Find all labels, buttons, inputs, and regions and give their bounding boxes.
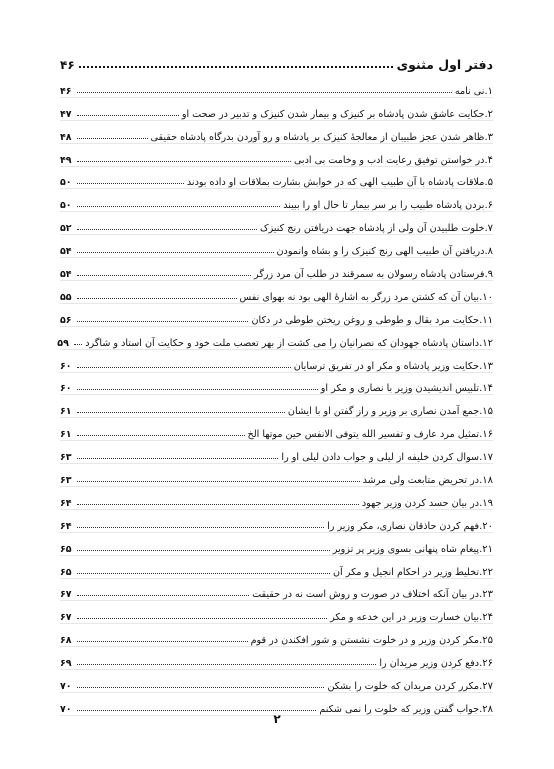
toc-entry-number: ۴. [484,154,493,166]
toc-entry-title: فرستادن پادشاه رسولان به سمرقند در طلب آن مرد زرگر [254,269,485,281]
toc-entry-title: مکرر کردن مریدان که خلوت را بشکن [327,681,480,693]
toc-entry-number: ۱۴. [479,383,493,395]
toc-entry-number: ۱۵. [479,406,493,418]
dot-leader [77,115,179,116]
dot-leader [77,435,245,436]
toc-entry-title: فهم کردن حاذقان نصاری، مکر وزیر را [327,520,480,532]
toc-entry[interactable] [60,257,493,280]
toc-entry[interactable] [60,234,493,257]
toc-entry-title: بیان آن که کشتن مرد زرگر به اشارهٔ الهی بود نه بهوای نفس [239,291,480,303]
toc-entry-page: ۶۹ [60,658,72,670]
dot-leader [77,229,257,230]
toc-entry-page: ۵۰ [60,200,72,212]
toc-entry-number: ۱۱. [479,314,493,326]
toc-entry[interactable] [60,188,493,211]
toc-entry-number: ۱۰. [479,291,493,303]
toc-entry-number: ۶. [484,200,493,212]
toc-entry[interactable] [60,486,493,509]
dot-leader [77,458,278,459]
toc-entry-page: ۴۹ [60,154,72,166]
toc-entry-number: ۲۴. [479,612,493,624]
toc-entry-title: در خواستن توفیق رعایت ادب و وخامت بی ادبی [293,154,485,166]
toc-entry-title: داستان پادشاه جهودان که نصرانیان را می کشت از بهر تعصب ملت خود و حکایت آن استاد و شاگرد [85,337,480,349]
dot-leader [77,664,376,665]
toc-entry-page: ۶۵ [60,543,72,555]
toc-entry-title: در تحریض متابعت ولی مرشد [362,475,480,487]
toc-entry-title: ظاهر شدن عجز طبیبان از معالجهٔ کنیزک بر پادشاه و رو آوردن بدرگاه پادشاه حقیقی [150,131,485,143]
dot-leader [77,412,285,413]
dot-leader [77,298,237,299]
toc-entry-title: پیغام شاه پنهانی بسوی وزیر پر تزویر [332,543,480,555]
dot-leader [77,573,330,574]
toc-entry[interactable] [60,74,493,97]
toc-entry-title: ملاقات پادشاه با آن طبیب الهی که در خوابش بشارت بملاقات او داده بودند [186,177,485,189]
toc-entry-page: ۵۶ [60,314,72,326]
toc-entry[interactable] [60,646,493,669]
table-of-contents [57,74,493,715]
dot-leader [77,161,291,162]
toc-entry[interactable] [60,349,493,372]
toc-entry-page: ۵۰ [60,177,72,189]
dot-leader [77,710,316,711]
toc-entry-number: ۲۱. [479,543,493,555]
toc-entry-page: ۶۵ [60,566,72,578]
toc-entry-title: دریافتن آن طبیب الهی رنج کنیزک را و بشاه وانمودن [276,246,485,258]
toc-entry-number: ۵. [484,177,493,189]
dot-leader [77,550,330,551]
dot-leader [77,275,251,276]
dot-leader [77,527,324,528]
toc-entry-title: تخلیط وزیر در احکام انجیل و مکر آن [333,566,480,578]
toc-entry-title: دفع کردن وزیر مریدان را [379,658,480,670]
toc-entry-number: ۲۸. [479,703,493,715]
toc-entry[interactable] [60,669,493,692]
toc-entry[interactable] [60,440,493,463]
toc-entry-title: جواب گفتن وزیر که خلوت را نمی شکنم [319,703,480,715]
toc-entry-number: ۱۶. [479,429,493,441]
toc-entry-title: بیان خسارت وزیر در این خدعه و مکر [330,612,480,624]
toc-entry-page: ۶۸ [60,635,72,647]
toc-entry-number: ۱۸. [479,475,493,487]
toc-entry-title: حکایت عاشق شدن پادشاه بر کنیزک و بیمار شدن کنیزک و تدبیر در صحت او [181,108,485,120]
toc-entry[interactable] [60,509,493,532]
toc-entry-page: ۶۳ [60,452,72,464]
toc-entry-page: ۴۸ [60,131,72,143]
toc-entry[interactable] [60,417,493,440]
toc-entry[interactable] [60,97,493,120]
toc-entry-page: ۶۱ [60,429,72,441]
toc-entry[interactable] [60,143,493,166]
toc-entry[interactable] [60,166,493,189]
dot-leader [77,618,327,619]
toc-entry-number: ۲۰. [479,520,493,532]
dot-leader [77,641,248,642]
toc-entry-number: ۳. [484,131,493,143]
page-footer-number: ۲ [273,712,281,726]
toc-entry[interactable] [60,623,493,646]
toc-entry[interactable] [60,555,493,578]
toc-entry-page: ۷۰ [60,681,72,693]
toc-entry-page: ۶۷ [60,589,72,601]
toc-entry-title: سوال کردن خلیفه از لیلی و جواب دادن لیلی او را [281,452,480,464]
dot-leader [77,481,360,482]
toc-entry[interactable] [60,120,493,143]
toc-entry[interactable] [60,394,493,417]
toc-entry-title: نی نامه [454,85,485,97]
dot-leader [77,321,248,322]
toc-entry-number: ۲. [484,108,493,120]
toc-entry-page: ۶۳ [60,475,72,487]
toc-entry-page: ۶۴ [60,497,72,509]
toc-entry-number: ۷. [484,223,493,235]
toc-entry-number: ۹. [484,269,493,281]
toc-entry[interactable] [60,600,493,623]
toc-entry-title: مکر کردن وزیر و در خلوت نشستن و شور افکندن در قوم [250,635,480,647]
toc-entry[interactable] [57,326,493,349]
dot-leader [77,595,249,596]
dot-leader [77,367,291,368]
toc-entry-title: تمثیل مرد عارف و تفسیر الله یتوفی الانفس حین موتها الخ [247,429,480,441]
dot-leader [77,206,280,207]
dot-leader [79,66,393,68]
dot-leader [77,504,359,505]
toc-entry-title: جمع آمدن نصاری بر وزیر و راز گفتن او با ایشان [287,406,480,418]
dot-leader [77,687,324,688]
dot-leader [77,389,318,390]
toc-entry-number: ۱. [484,85,493,97]
toc-entry-number: ۲۷. [479,681,493,693]
dot-leader [77,92,452,93]
toc-entry[interactable] [60,578,493,601]
toc-entry-title: در بیان حسد کردن وزیر جهود [361,497,480,509]
toc-entry-page: ۵۴ [60,269,72,281]
section-heading [60,50,493,72]
toc-entry-page: ۶۰ [60,383,72,395]
toc-entry-title: خلوت طلبیدن آن ولی از پادشاه جهت دریافتن رنج کنیزک [260,223,485,235]
toc-entry-number: ۱۲. [479,337,493,349]
toc-entry-page: ۶۴ [60,520,72,532]
toc-entry-page: ۵۲ [60,223,72,235]
toc-entry-title: تلبیس اندیشیدن وزیر با نصاری و مکر او [320,383,480,395]
toc-entry-page: ۶۱ [60,406,72,418]
dot-leader [77,138,148,139]
dot-leader [77,183,184,184]
toc-entry-page: ۵۵ [60,291,72,303]
toc-entry-number: ۸. [484,246,493,258]
toc-entry-number: ۱۳. [479,360,493,372]
toc-entry-title: در بیان آنکه اختلاف در صورت و روش است نه در حقیقت [252,589,480,601]
toc-entry[interactable] [60,280,493,303]
dot-leader [74,344,82,345]
toc-entry-number: ۱۹. [479,497,493,509]
toc-entry-number: ۱۷. [479,452,493,464]
toc-entry[interactable] [60,532,493,555]
toc-entry-title: حکایت مرد بقال و طوطی و روغن ریختن طوطی در دکان [251,314,480,326]
toc-entry-title: بردن پادشاه طبیب را بر سر بیمار تا حال او را ببیند [283,200,485,212]
toc-entry-page: ۶۷ [60,612,72,624]
toc-entry[interactable] [60,372,493,395]
dot-leader [77,252,274,253]
toc-entry[interactable] [60,463,493,486]
toc-entry-number: ۲۳. [479,589,493,601]
toc-entry[interactable] [60,211,493,234]
toc-entry-number: ۲۶. [479,658,493,670]
section-page-number: ۴۶ [60,58,75,72]
toc-entry-page: ۵۹ [57,337,69,349]
toc-entry-page: ۵۴ [60,246,72,258]
section-title: دفتر اول مثنوی [396,57,493,72]
toc-entry-number: ۲۲. [479,566,493,578]
toc-entry-page: ۴۶ [60,85,72,97]
toc-entry-page: ۷۰ [60,703,72,715]
toc-entry[interactable] [60,303,493,326]
toc-entry-page: ۴۷ [60,108,72,120]
toc-entry-page: ۶۰ [60,360,72,372]
toc-entry-title: حکایت وزیر پادشاه و مکر او در تفریق ترسایان [293,360,480,372]
toc-entry-number: ۲۵. [479,635,493,647]
